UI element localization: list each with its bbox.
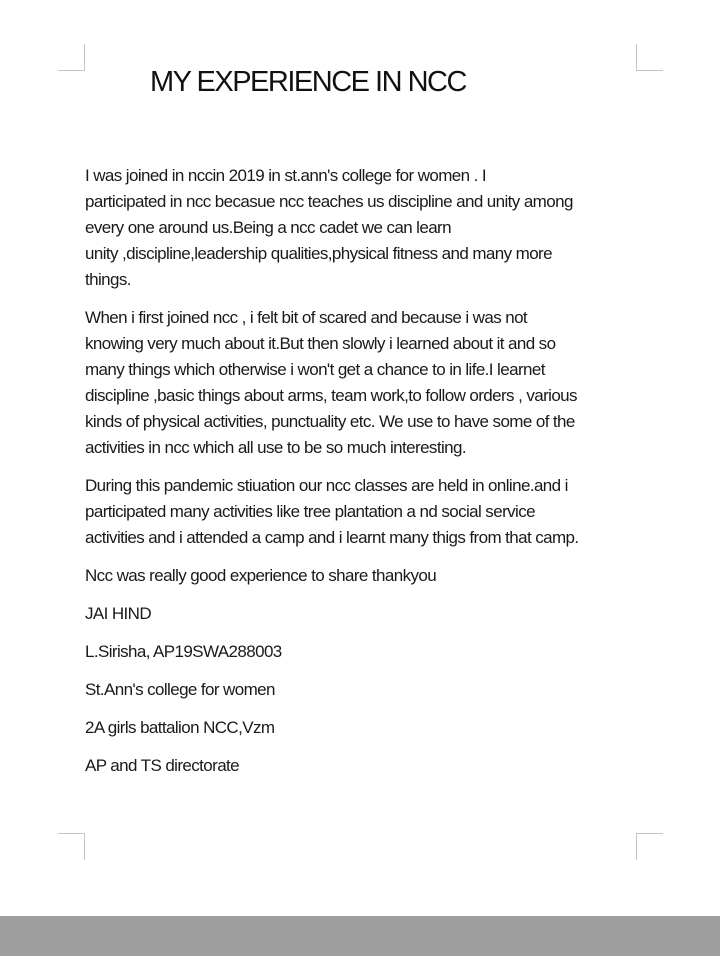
paragraph-intro: [85, 163, 641, 293]
text-line: unity ,discipline,leadership qualities,physical fitness and many more: [85, 244, 552, 263]
bottom-right-margin-mark: [636, 833, 663, 860]
text-line: Ncc was really good experience to share thankyou: [85, 566, 437, 585]
text-line: participated in ncc becasue ncc teaches us discipline and unity among: [85, 192, 573, 211]
document-title: MY EXPERIENCE IN NCC: [150, 66, 466, 98]
text-line: I was joined in nccin 2019 in st.ann's college for women . I: [85, 166, 486, 185]
text-line: kinds of physical activities, punctuality etc. We use to have some of the: [85, 412, 575, 431]
text-line: During this pandemic stiuation our ncc classes are held in online.and i: [85, 476, 568, 495]
document-body: [85, 163, 641, 791]
text-line: knowing very much about it.But then slowly i learned about it and so: [85, 334, 556, 353]
text-line: activities and i attended a camp and i learnt many thigs from that camp.: [85, 528, 579, 547]
top-right-margin-mark: [636, 44, 663, 71]
text-line: things.: [85, 270, 131, 289]
text-line: AP and TS directorate: [85, 756, 240, 775]
paragraph-closing: [85, 563, 641, 589]
author-directorate: [85, 753, 641, 779]
text-line: 2A girls battalion NCC,Vzm: [85, 718, 275, 737]
author-battalion: [85, 715, 641, 741]
paragraph-first-experience: [85, 305, 641, 461]
text-line: L.Sirisha, AP19SWA288003: [85, 642, 282, 661]
author-college: [85, 677, 641, 703]
bottom-left-margin-mark: [58, 833, 85, 860]
text-line: every one around us.Being a ncc cadet we can learn: [85, 218, 451, 237]
bottom-bar: [0, 916, 720, 956]
text-line: activities in ncc which all use to be so much interesting.: [85, 438, 466, 457]
text-line: JAI HIND: [85, 604, 152, 623]
text-line: When i first joined ncc , i felt bit of scared and because i was not: [85, 308, 528, 327]
text-line: discipline ,basic things about arms, team work,to follow orders , various: [85, 386, 577, 405]
text-line: participated many activities like tree plantation a nd social service: [85, 502, 535, 521]
text-line: many things which otherwise i won't get a chance to in life.I learnet: [85, 360, 545, 379]
author-name-id: [85, 639, 641, 665]
signoff-slogan: [85, 601, 641, 627]
text-line: St.Ann's college for women: [85, 680, 275, 699]
paragraph-pandemic: [85, 473, 641, 551]
top-left-margin-mark: [58, 44, 85, 71]
